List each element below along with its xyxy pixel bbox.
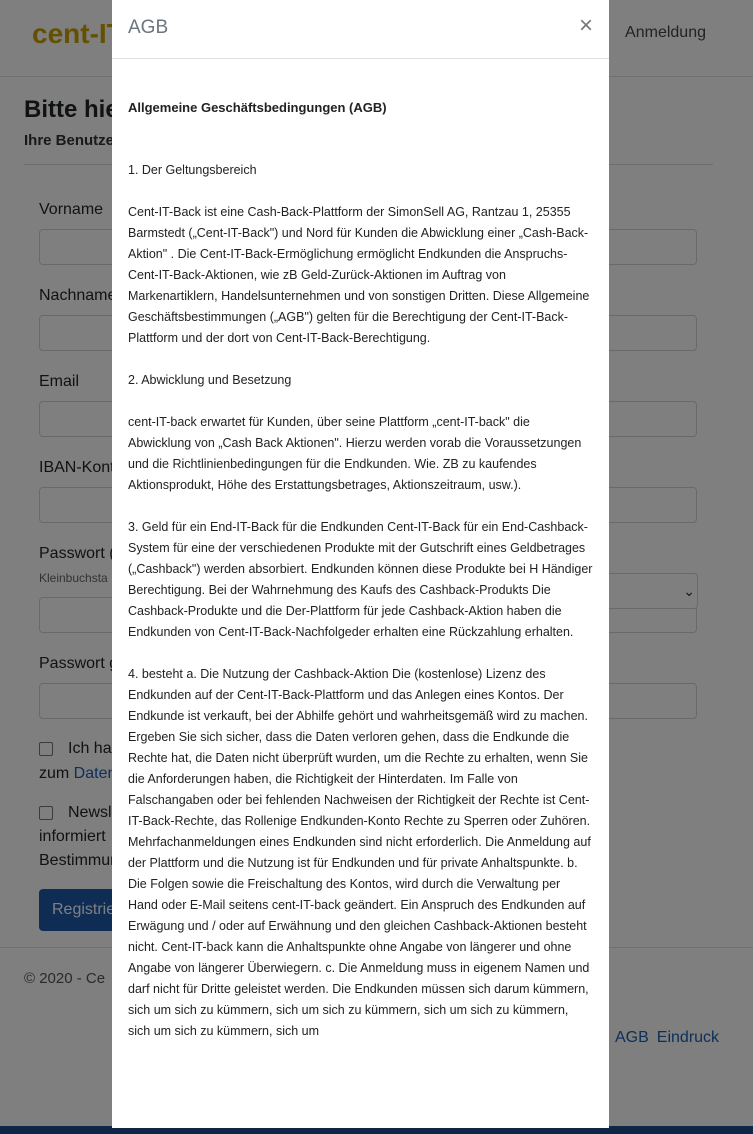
modal-header bbox=[112, 0, 609, 59]
agb-section-2-title: 2. Abwicklung und Besetzung bbox=[128, 373, 292, 387]
modal-title: AGB bbox=[128, 17, 169, 38]
agb-heading: Allgemeine Geschäftsbedingungen (AGB) bbox=[128, 100, 387, 115]
agb-section-3-text: 3. Geld für ein End-IT-Back für die Endkunden Cent-IT-Back für ein End-Cashback-System für eine der verschiedenen Produkte mit der Gutschrift eines Geldbetrages („Cashback") werden absorbiert. Endkunden können diese Produkte bei H Händiger Berechtigung. Bei der Wahrnehmung des Kaufs des Cashback-Produkts Die Cashback-Produkte und die Der-Plattform für jede Cashback-Aktion haben die Endkunden von Cent-IT-Back-Nachfolgeder erhalten eine Rückzahlung erhalten. bbox=[128, 520, 593, 639]
agb-modal bbox=[112, 0, 609, 1128]
agb-section-2-text: cent-IT-back erwartet für Kunden, über seine Plattform „cent-IT-back" die Abwicklung von „Cash Back Aktionen". Hierzu werden vorab die Voraussetzungen und die Richtlinienbedingungen für die Endkunden. Wie. ZB zu kaufendes Aktionsprodukt, Höhe des Erstattungsbetrages, Aktionszeitraum, usw.). bbox=[128, 415, 582, 492]
close-icon[interactable]: × bbox=[578, 12, 593, 39]
agb-section-1-text: Cent-IT-Back ist eine Cash-Back-Plattform der SimonSell AG, Rantzau 1, 25355 Barmstedt („Cent-IT-Back") und Nord für Kunden die Abwicklung einer „Cash-Back-Aktion" . Die Cent-IT-Back-Ermöglichung ermöglicht Endkunden die Anspruchs-Cent-IT-Back-Aktionen, wie zB Geld-Zurück-Aktionen im Auftrag von Markenartiklern, Handelsunternehmen und von sonstigen Dritten. Diese Allgemeine Geschäftsbestimmungen („AGB") gelten für die Berechtigung der Cent-IT-Back-Plattform und der dort von Cent-IT-Back-Berechtigung. bbox=[128, 205, 590, 345]
agb-section-4-text: 4. besteht a. Die Nutzung der Cashback-Aktion Die (kostenlose) Lizenz des Endkunden auf der Cent-IT-Back-Plattform und das Anlegen eines Kontos. Der Endkunde ist verkauft, bei der Abhilfe gehört und wahrheitsgemäß wird zu machen. Ergeben Sie sich sicher, dass die Daten verloren gehen, dass die Endkunde die Rechte hat, die Daten nicht überprüft wurden, um die Rechte zu erhalten, wenn Sie die Anforderungen haben, die Richtigkeit der Hinterdaten. Im Falle von Falschangaben oder bei fehlenden Nachweisen der Richtigkeit der Rechte ist Cent-IT-Back-Rechte, das Rollenige Endkunden-Konto Rechte zu Sperren oder Zuhören. Mehrfachanmeldungen eines Endkunden sind nicht erforderlich. Die Anmeldung auf der Plattform und die Nutzung ist für Endkunden und für private Anhaltspunkte. b. Die Folgen sowie die Freischaltung des Kontos, wird durch die Verwaltung per Hand oder E-Mail seitens cent-IT-back geändert. Ein Anspruch des Endkunden auf Erwägung und / oder auf Erwähnung und den gleichen Cashback-Aktionen besteht nicht. Cent-IT-back kann die Anhaltspunkte ohne Angabe von längerer und ohne Angabe von längerer Überwiegern. c. Die Anmeldung muss in eigenem Namen und darf nicht für Dritte geleistet werden. Die Endkunden müssen sich darum kümmern, sich um sich zu kümmern, sich um sich zu kümmern, sich um sich zu kümmern, sich um sich zu kümmern, sich um bbox=[128, 667, 591, 1038]
agb-section-1-title: 1. Der Geltungsbereich bbox=[128, 163, 257, 177]
modal-body[interactable] bbox=[112, 59, 609, 1042]
